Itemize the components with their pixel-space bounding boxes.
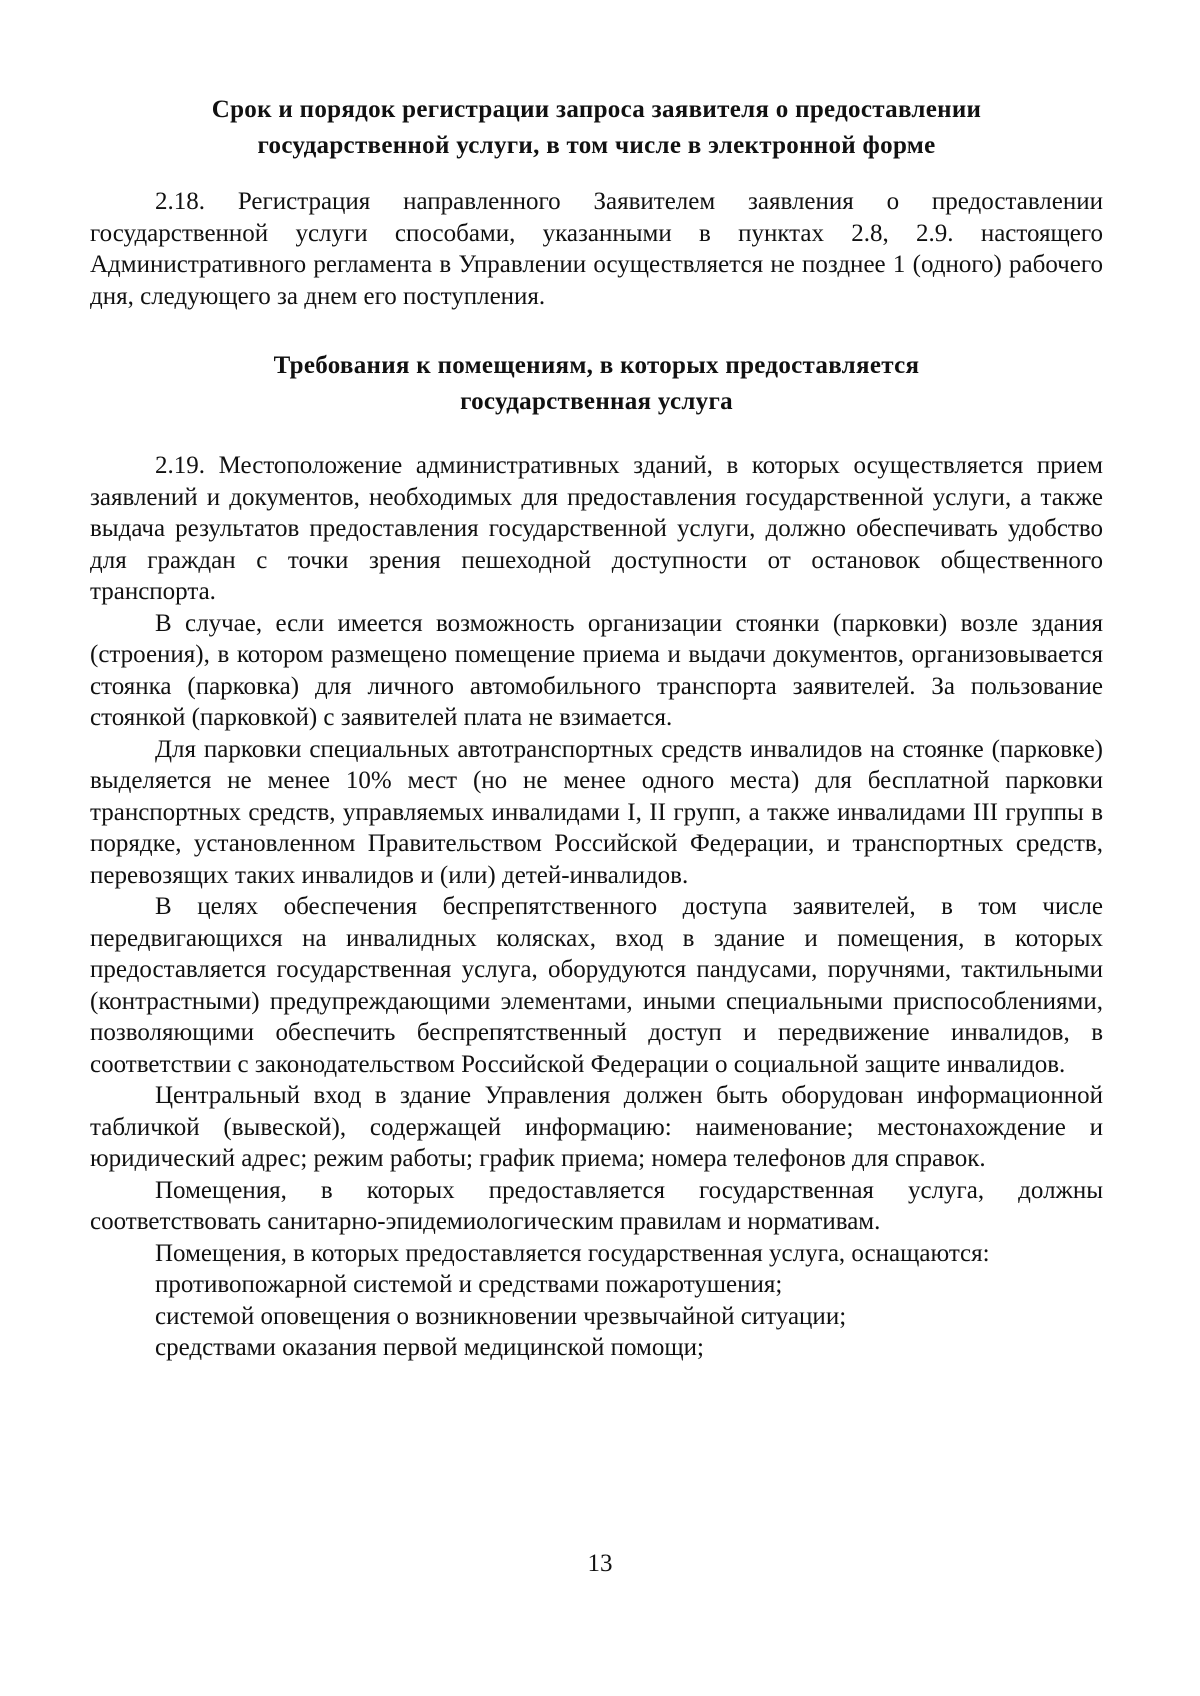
paragraph-sanitary: Помещения, в которых предоставляется государственная услуга, должны соответствовать санитарно-эпидемиологическим правилам и нормативам.	[90, 1176, 1103, 1235]
heading-line: Требования к помещениям, в которых предоставляется	[273, 352, 920, 379]
section-body-registration	[90, 186, 1103, 312]
section-heading-premises	[90, 348, 1103, 420]
section-body-premises	[90, 450, 1103, 1364]
paragraph-2-19: 2.19. Местоположение административных зданий, в которых осуществляется прием заявлений и документов, необходимых для предоставления государственной услуги, а также выдача результатов предоставления государственной услуги, должно обеспечивать удобство для граждан с точки зрения пешеходной доступности от остановок общественного транспорта.	[90, 452, 1103, 605]
paragraph-accessibility: В целях обеспечения беспрепятственного доступа заявителей, в том числе передвигающихся на инвалидных колясках, вход в здание и помещения, в которых предоставляется государственная услуга, оборудуются пандусами, поручнями, тактильными (контрастными) предупреждающими элементами, иными специальными приспособлениями, позволяющими обеспечить беспрепятственный доступ и передвижение инвалидов, в соответствии с законодательством Российской Федерации о социальной защите инвалидов.	[90, 893, 1103, 1078]
heading-line: Срок и порядок регистрации запроса заявителя о предоставлении	[211, 96, 982, 123]
section-heading-registration	[90, 92, 1103, 164]
page-number: 13	[587, 1550, 613, 1577]
list-item: противопожарной системой и средствами пожаротушения;	[155, 1271, 783, 1298]
heading-line: государственная услуга	[460, 388, 733, 415]
document-page	[90, 92, 1103, 1364]
list-intro: Помещения, в которых предоставляется государственная услуга, оснащаются:	[155, 1239, 990, 1267]
paragraph-parking: В случае, если имеется возможность организации стоянки (парковки) возле здания (строения), в котором размещено помещение приема и выдачи документов, организовывается стоянка (парковка) для личного автомобильного транспорта заявителей. За пользование стоянкой (парковкой) с заявителей плата не взимается.	[90, 609, 1103, 731]
paragraph-2-18: 2.18. Регистрация направленного Заявителем заявления о предоставлении государственной услуги способами, указанными в пунктах 2.8, 2.9. настоящего Административного регламента в Управлении осуществляется не позднее 1 (одного) рабочего дня, следующего за днем его поступления.	[90, 188, 1103, 310]
list-item: системой оповещения о возникновении чрезвычайной ситуации;	[155, 1302, 847, 1330]
paragraph-central-entrance: Центральный вход в здание Управления должен быть оборудован информационной табличкой (вывеской), содержащей информацию: наименование; местонахождение и юридический адрес; режим работы; график приема; номера телефонов для справок.	[90, 1082, 1103, 1172]
heading-line: государственной услуги, в том числе в электронной форме	[257, 132, 936, 159]
list-item: средствами оказания первой медицинской помощи;	[155, 1334, 704, 1361]
paragraph-disabled-parking: Для парковки специальных автотранспортных средств инвалидов на стоянке (парковке) выделяется не менее 10% мест (но не менее одного места) для бесплатной парковки транспортных средств, управляемых инвалидами I, II групп, а также инвалидами III группы в порядке, установленном Правительством Российской Федерации, и транспортных средств, перевозящих таких инвалидов и (или) детей-инвалидов.	[90, 735, 1103, 889]
